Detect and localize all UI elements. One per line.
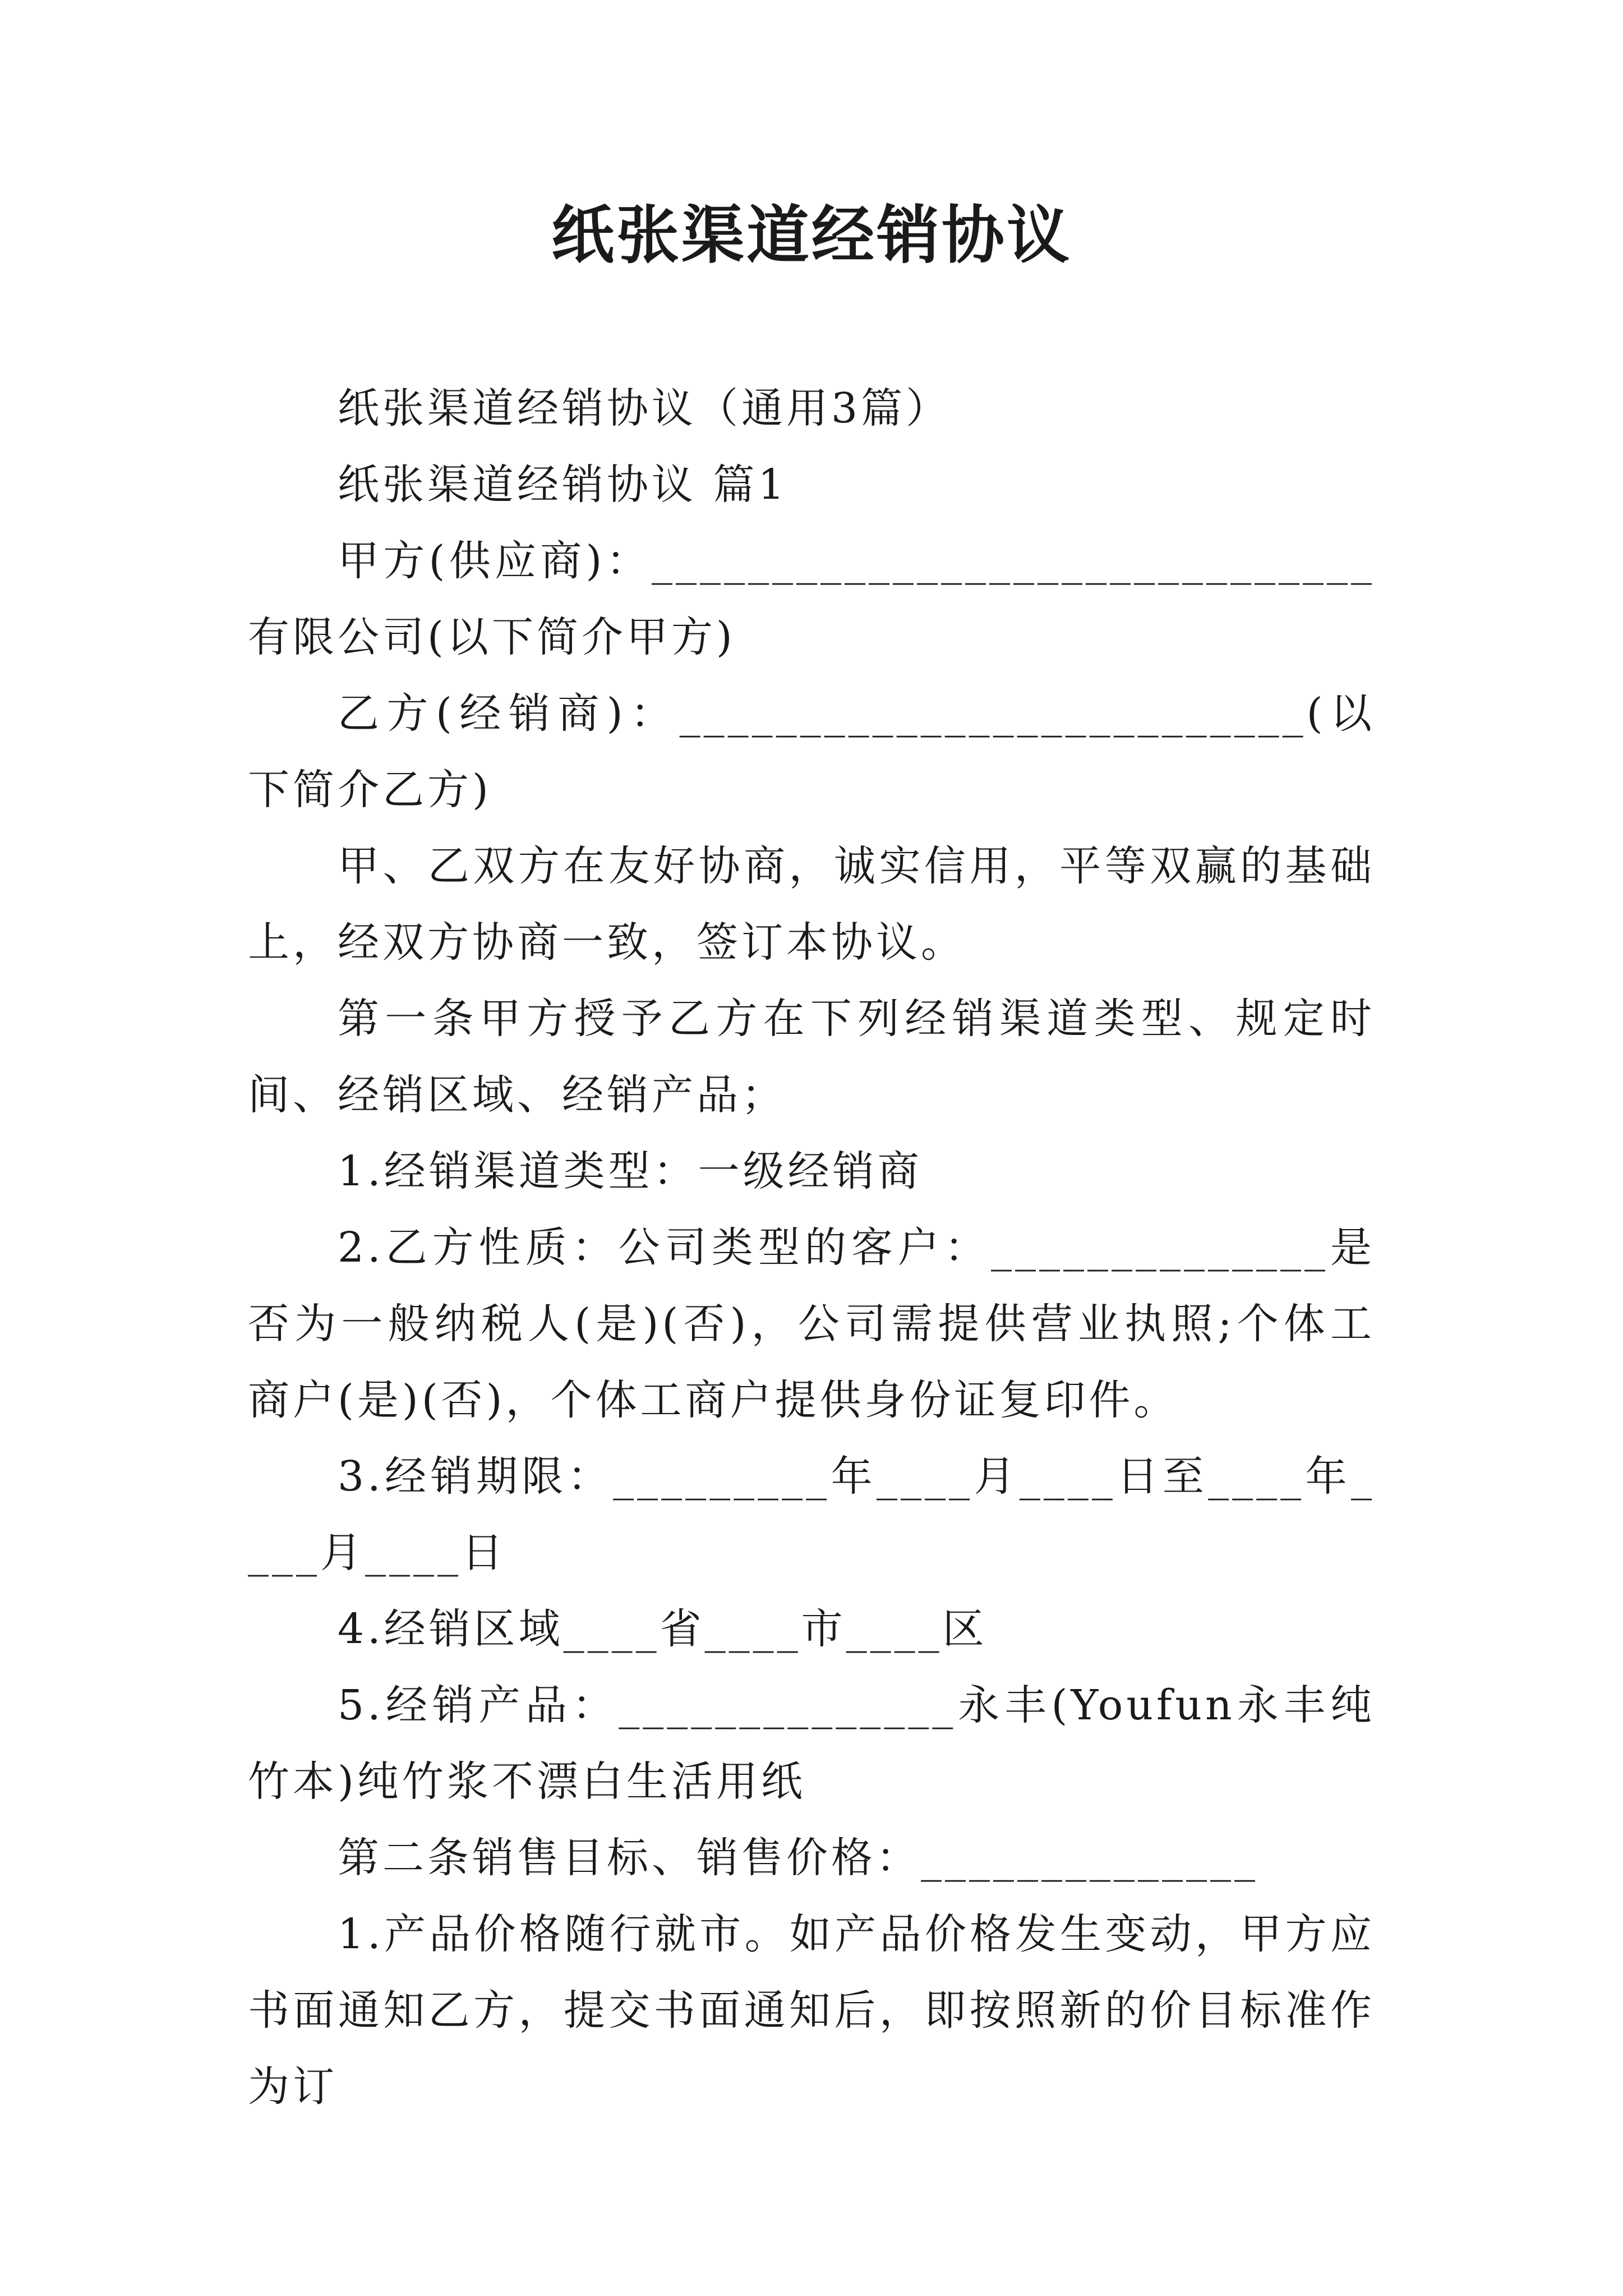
paragraph: 纸张渠道经销协议（通用3篇）: [338, 384, 951, 432]
paragraph: 1.产品价格随行就市。如产品价格发生变动，甲方应书面通知乙方，提交书面通知后，即按照新的价目标准作为订: [248, 1910, 1375, 2111]
paragraph: 1.经销渠道类型：一级经销商: [338, 1147, 923, 1195]
document-title: 纸张渠道经销协议: [551, 199, 1072, 272]
document-body: [248, 370, 1375, 2125]
paragraph: 第二条销售目标、销售价格：______________: [338, 1834, 1258, 1882]
paragraph: 甲、乙双方在友好协商，诚实信用，平等双赢的基础上，经双方协商一致，签订本协议。: [248, 842, 1375, 967]
paragraph: 甲方(供应商)：______________________________有限公司(以下简介甲方): [248, 537, 1375, 661]
paragraph: 第一条甲方授予乙方在下列经销渠道类型、规定时间、经销区域、经销产品；: [248, 995, 1375, 1119]
paragraph: 5.经销产品：______________永丰(Youfun永丰纯竹本)纯竹浆不漂白生活用纸: [248, 1681, 1375, 1806]
paragraph: 乙方(经销商)：__________________________(以下简介乙方): [248, 689, 1375, 814]
paragraph: 2.乙方性质：公司类型的客户：______________是否为一般纳税人(是)(否)，公司需提供营业执照;个体工商户(是)(否)，个体工商户提供身份证复印件。: [248, 1223, 1375, 1424]
paragraph: 4.经销区域____省____市____区: [338, 1605, 988, 1653]
paragraph: 3.经销期限：_________年____月____日至____年____月____日: [248, 1452, 1375, 1577]
paragraph: 纸张渠道经销协议 篇1: [338, 461, 788, 509]
